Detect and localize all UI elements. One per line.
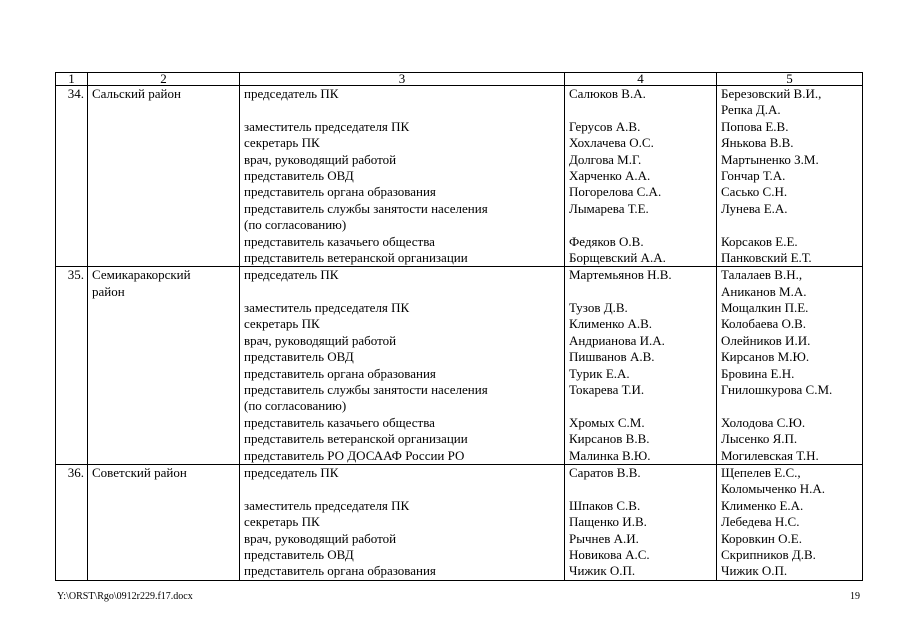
- role-line: врач, руководящий работой: [244, 151, 397, 167]
- main-member: Борщевский А.А.: [569, 249, 666, 265]
- main-member: Лымарева Т.Е.: [569, 200, 649, 216]
- role-line: секретарь ПК: [244, 316, 320, 332]
- district-cell: [88, 464, 240, 580]
- role-line: председатель ПК: [244, 267, 339, 283]
- footer-file-path: Y:\ORST\Rgo\0912r229.f17.docx: [57, 591, 193, 602]
- commission-table: [55, 72, 863, 581]
- reserve-member: Репка Д.А.: [721, 102, 781, 118]
- main-cell: [565, 267, 717, 465]
- roles-cell: [240, 267, 565, 465]
- role-line: председатель ПК: [244, 86, 339, 101]
- header-col-3: 3: [240, 73, 565, 86]
- commission-table-body: [56, 73, 863, 581]
- reserve-member: Коломыченко Н.А.: [721, 481, 825, 497]
- main-member: Долгова М.Г.: [569, 151, 642, 167]
- role-line: представитель ветеранской организации: [244, 431, 468, 447]
- role-line: врач, руководящий работой: [244, 332, 397, 348]
- reserve-member: Мартыненко З.М.: [721, 151, 819, 167]
- main-member: Новикова А.С.: [569, 546, 650, 562]
- main-member: Хромых С.М.: [569, 414, 645, 430]
- role-line: секретарь ПК: [244, 135, 320, 151]
- role-line: представитель казачьего общества: [244, 414, 435, 430]
- row-number: 36.: [56, 464, 88, 580]
- footer-page-number: 19: [850, 591, 860, 602]
- district-cell: [88, 267, 240, 465]
- role-line: представитель службы занятости населения: [244, 382, 488, 398]
- role-line: председатель ПК: [244, 464, 339, 480]
- district-name: Советский район: [92, 464, 187, 480]
- main-member: [569, 398, 712, 414]
- reserve-member: Янькова В.В.: [721, 135, 794, 151]
- role-line: представитель органа образования: [244, 365, 436, 381]
- main-member: Токарева Т.И.: [569, 382, 645, 398]
- header-col-1: 1: [56, 73, 88, 86]
- role-line: представитель ОВД: [244, 349, 354, 365]
- header-row: [56, 73, 863, 86]
- main-member: Пишванов А.В.: [569, 349, 655, 365]
- reserve-member: Сасько С.Н.: [721, 184, 788, 200]
- reserve-member: Лунева Е.А.: [721, 200, 788, 216]
- table-row: [56, 267, 863, 465]
- header-col-2: 2: [88, 73, 240, 86]
- main-member: Рычнев А.И.: [569, 530, 639, 546]
- reserve-member: Лысенко Я.П.: [721, 431, 798, 447]
- role-line: заместитель председателя ПК: [244, 497, 410, 513]
- reserve-member: Корсаков Е.Е.: [721, 233, 798, 249]
- main-member: Погорелова С.А.: [569, 184, 662, 200]
- main-member: Салюков В.А.: [569, 86, 646, 101]
- table-row: [56, 464, 863, 580]
- row-number: 35.: [56, 267, 88, 465]
- reserve-member: Мощалкин П.Е.: [721, 300, 809, 316]
- header-col-5: 5: [717, 73, 863, 86]
- district-name: Семикаракорский: [92, 267, 191, 283]
- reserve-member: Березовский В.И.,: [721, 86, 822, 101]
- role-line: представитель РО ДОСААФ России РО: [244, 447, 465, 463]
- reserve-member: Талалаев В.Н.,: [721, 267, 803, 283]
- main-member: Турик Е.А.: [569, 365, 630, 381]
- role-line: представитель казачьего общества: [244, 233, 435, 249]
- reserve-member: Лебедева Н.С.: [721, 514, 800, 530]
- main-cell: [565, 464, 717, 580]
- reserve-member: Скрипников Д.В.: [721, 546, 816, 562]
- district-cell: [88, 86, 240, 267]
- reserve-member: Клименко Е.А.: [721, 497, 804, 513]
- row-number: 34.: [56, 86, 88, 267]
- role-line: (по согласованию): [244, 217, 347, 233]
- main-member: Шпаков С.В.: [569, 497, 641, 513]
- role-line: заместитель председателя ПК: [244, 300, 410, 316]
- header-col-4: 4: [565, 73, 717, 86]
- reserve-member: Панковский Е.Т.: [721, 249, 812, 265]
- reserve-member: Попова Е.В.: [721, 118, 789, 134]
- main-cell: [565, 86, 717, 267]
- main-member: Харченко А.А.: [569, 167, 651, 183]
- table-row: [56, 86, 863, 267]
- reserve-cell: [717, 267, 863, 465]
- role-line: (по согласованию): [244, 398, 347, 414]
- main-member: Саратов В.В.: [569, 464, 641, 480]
- main-member: [569, 481, 712, 497]
- reserve-member: Колобаева О.В.: [721, 316, 807, 332]
- role-line: представитель органа образования: [244, 184, 436, 200]
- role-line: представитель ОВД: [244, 167, 354, 183]
- reserve-member: Кирсанов М.Ю.: [721, 349, 810, 365]
- reserve-member: Чижик О.П.: [721, 563, 788, 579]
- main-member: Герусов А.В.: [569, 118, 641, 134]
- main-member: Клименко А.В.: [569, 316, 653, 332]
- reserve-cell: [717, 464, 863, 580]
- role-line: [244, 102, 560, 118]
- main-member: Кирсанов В.В.: [569, 431, 650, 447]
- reserve-member: [721, 217, 858, 233]
- reserve-member: Коровкин О.Е.: [721, 530, 802, 546]
- reserve-member: Могилевская Т.Н.: [721, 447, 819, 463]
- district-name: Сальский район: [92, 86, 181, 101]
- main-member: Андрианова И.А.: [569, 332, 665, 348]
- role-line: [244, 284, 560, 300]
- reserve-member: Бровина Е.Н.: [721, 365, 795, 381]
- main-member: Хохлачева О.С.: [569, 135, 654, 151]
- main-member: Пащенко И.В.: [569, 514, 647, 530]
- main-member: Мартемьянов Н.В.: [569, 267, 672, 283]
- reserve-cell: [717, 86, 863, 267]
- reserve-member: [721, 398, 858, 414]
- role-line: представитель ветеранской организации: [244, 249, 468, 265]
- role-line: заместитель председателя ПК: [244, 118, 410, 134]
- role-line: представитель службы занятости населения: [244, 200, 488, 216]
- reserve-member: Гончар Т.А.: [721, 167, 786, 183]
- roles-cell: [240, 464, 565, 580]
- role-line: представитель органа образования: [244, 563, 436, 579]
- reserve-member: Гнилошкурова С.М.: [721, 382, 833, 398]
- reserve-member: Холодова С.Ю.: [721, 414, 806, 430]
- district-name: район: [92, 283, 125, 299]
- reserve-member: Щепелев Е.С.,: [721, 464, 801, 480]
- roles-cell: [240, 86, 565, 267]
- main-member: Малинка В.Ю.: [569, 447, 651, 463]
- role-line: секретарь ПК: [244, 514, 320, 530]
- role-line: [244, 481, 560, 497]
- reserve-member: Аниканов М.А.: [721, 283, 807, 299]
- main-member: [569, 102, 712, 118]
- main-member: Тузов Д.В.: [569, 300, 628, 316]
- main-member: [569, 217, 712, 233]
- role-line: врач, руководящий работой: [244, 530, 397, 546]
- main-member: [569, 284, 712, 300]
- role-line: представитель ОВД: [244, 546, 354, 562]
- reserve-member: Олейников И.И.: [721, 332, 811, 348]
- main-member: Федяков О.В.: [569, 233, 644, 249]
- main-member: Чижик О.П.: [569, 563, 636, 579]
